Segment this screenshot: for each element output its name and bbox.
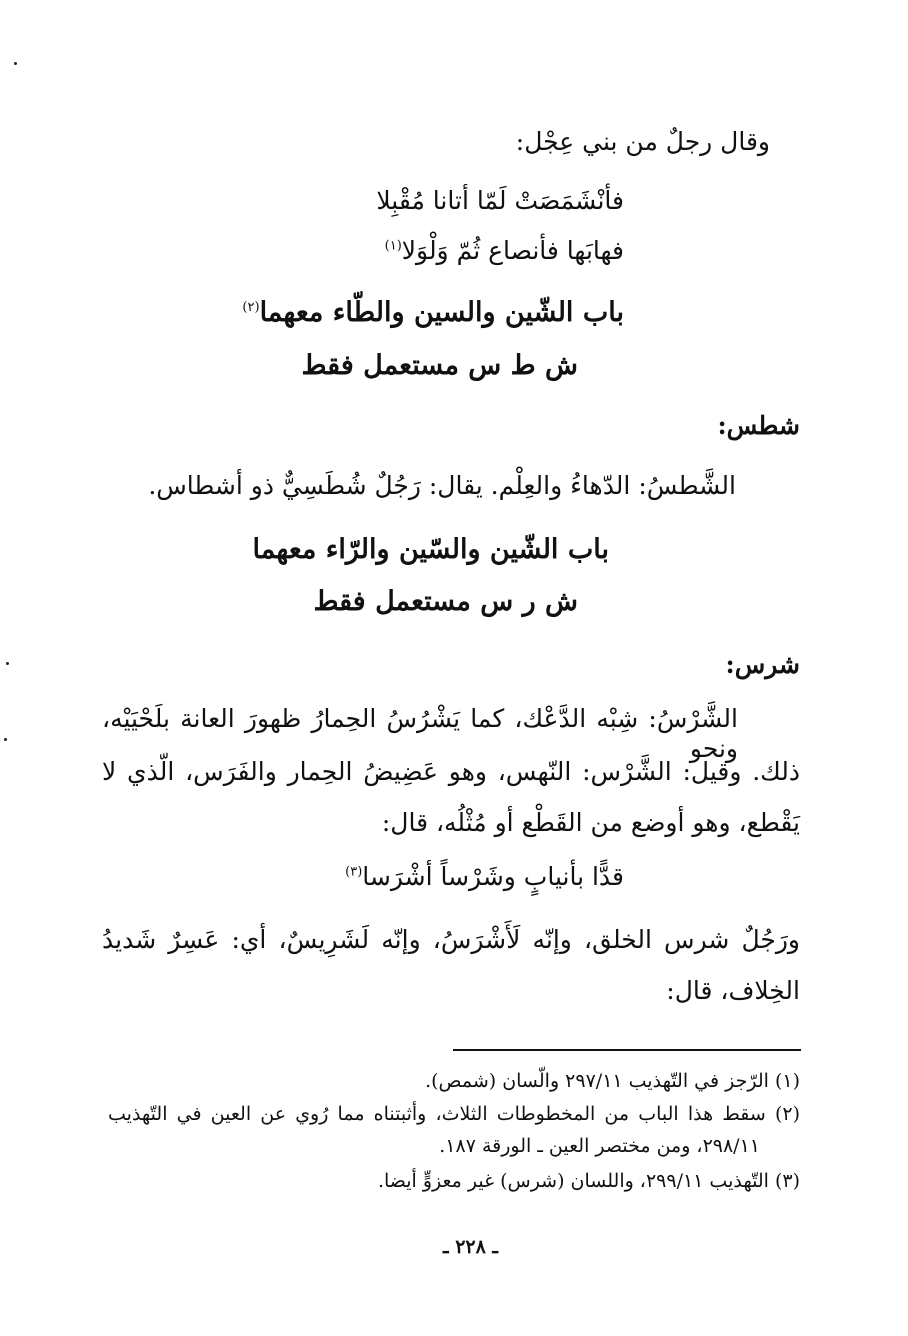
verse-line [345,862,624,892]
entry-text: الشَّرْسُ: شِبْه الدَّعْك، كما يَشْرُسُ الحِمارُ ظهورَ العانة بلَحْيَيْه، ونحو [102,704,738,763]
entry-text: الشَّطسُ: الدّهاءُ والعِلْم. يقال: رَجُلٌ شُطَسِيٌّ ذو أشطاس. [148,471,736,500]
entry-text: يَقْطع، وهو أوضع من القَطْع أو مُثْلُه، قال: [381,808,800,837]
intro-line: وقال رجلٌ من بني عِجْل: [515,127,770,156]
footnote-ref: (٣) [345,864,363,880]
heading-text: باب الشّين والسين والطّاء معهما [259,297,624,328]
footnote-ref: (٢) [242,300,260,315]
section-heading: باب الشّين والسّين والرّاء معهما [252,534,609,565]
page-number: ـ ٢٢٨ ـ [443,1236,498,1258]
verse-text: فهابَها فأنصاع ثُمّ وَلْوَلا [401,236,624,265]
footnote: (٢) سقط هذا الباب من المخطوطات الثلاث، وأثبتناه مما رُوي عن العين في التّهذيب [108,1103,800,1125]
entry-headword: شطس: [717,411,800,440]
footnote: (٣) التّهذيب ٢٩٩/١١، واللسان (شرس) غير معزوٍّ أيضا. [377,1170,800,1192]
scan-speck [14,62,17,65]
verse-text: قدًّا بأنيابٍ وشَرْساً أشْرَسا [362,862,624,891]
entry-text: الخِلاف، قال: [666,976,800,1005]
scan-speck [6,662,9,665]
section-heading [242,297,624,329]
footnote: (١) الرّجز في التّهذيب ٢٩٧/١١ والّسان (شمص). [425,1070,800,1092]
root-subheading: ش ط س مستعمل فقط [301,350,578,381]
footnote-ref: (١) [384,238,402,254]
footnote-divider [453,1049,801,1051]
entry-text: ذلك. وقيل: الشَّرْس: النّهس، وهو عَضِيضُ الحِمار والفَرَس، الّذي لا [102,757,800,786]
root-subheading: ش ر س مستعمل فقط [313,586,578,617]
scan-speck [4,738,7,741]
entry-text: ورَجُلٌ شرس الخلق، وإنّه لَأَشْرَسُ، وإنّه لَشَرِيسٌ، أي: عَسِرٌ شَديدُ [102,925,800,954]
verse-line: فأنْشَمَصَتْ لَمّا أتانا مُقْبِلا [376,186,624,215]
footnote: ٢٩٨/١١، ومن مختصر العين ـ الورقة ١٨٧. [439,1135,760,1157]
verse-line [385,236,624,266]
entry-headword: شرس: [725,650,800,679]
